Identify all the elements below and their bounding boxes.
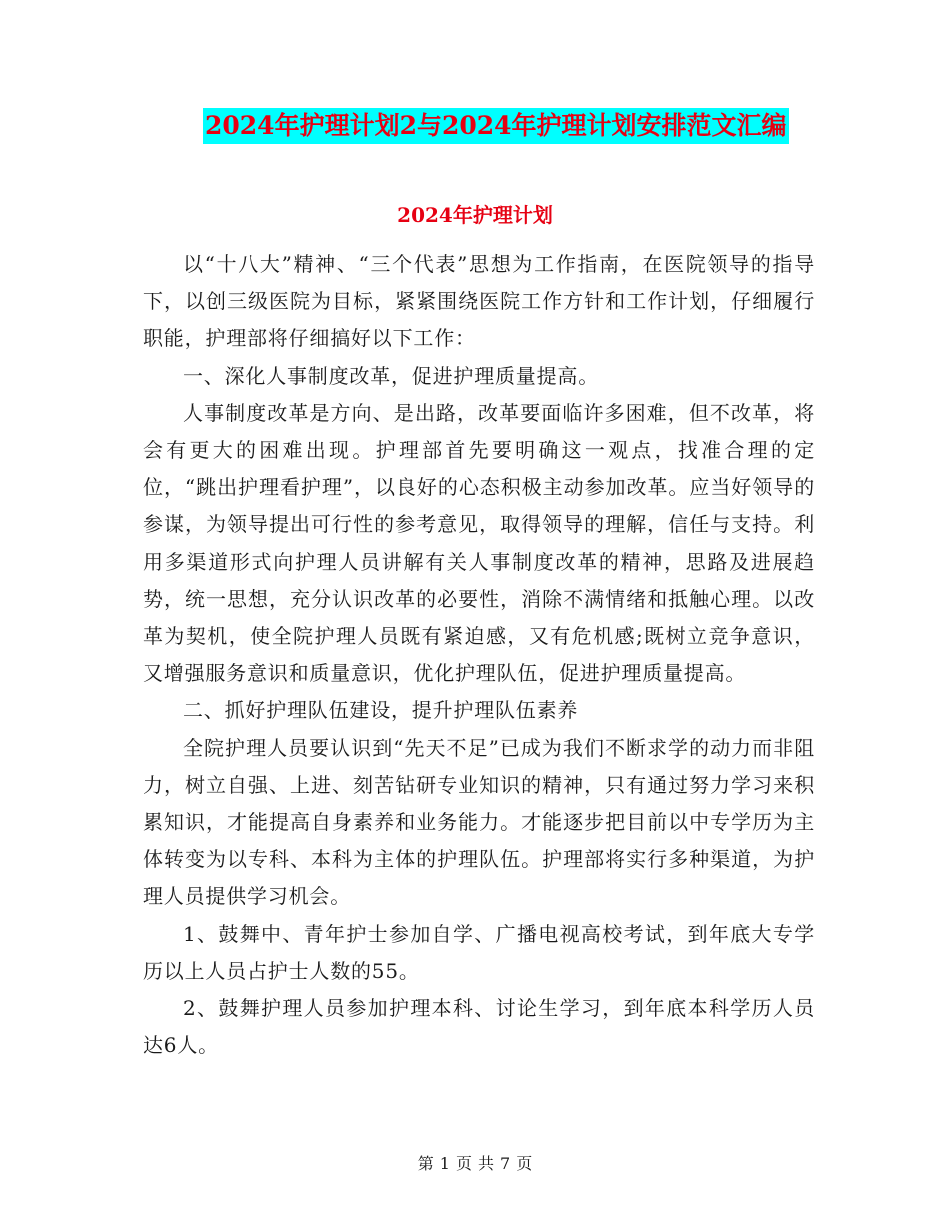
page-footer xyxy=(0,1152,950,1176)
footer-total-unit: 页 xyxy=(516,1154,533,1173)
document-title: 2024年护理计划2与2024年护理计划安排范文汇编 xyxy=(203,108,789,144)
list-item-1: 1、鼓舞中、青年护士参加自学、广播电视高校考试，到年底大专学历以上人员占护士人数的55。 xyxy=(143,921,815,983)
footer-total-prefix: 共 xyxy=(478,1154,495,1173)
heading-reform: 一、深化人事制度改革，促进护理质量提高。 xyxy=(183,363,599,388)
footer-current-page: 1 xyxy=(439,1154,450,1173)
paragraph-team-building: 全院护理人员要认识到“先天不足”已成为我们不断求学的动力而非阻力，树立自强、上进、刻苦钻研专业知识的精神，只有通过努力学习来积累知识，才能提高自身素养和业务能力。才能逐步把目前以中专学历为主体转变为以专科、本科为主体的护理队伍。护理部将实行多种渠道，为护理人员提供学习机会。 xyxy=(143,735,815,909)
section-title: 2024年护理计划 xyxy=(397,203,553,227)
footer-page-unit: 页 xyxy=(455,1154,472,1173)
heading-team-building: 二、抓好护理队伍建设，提升护理队伍素养 xyxy=(183,698,579,723)
paragraph-intro: 以“十八大”精神、“三个代表”思想为工作指南，在医院领导的指导下，以创三级医院为目标，紧紧围绕医院工作方针和工作计划，仔细履行职能，护理部将仔细搞好以下工作： xyxy=(143,252,815,351)
list-item-2: 2、鼓舞护理人员参加护理本科、讨论生学习，到年底本科学历人员达6人。 xyxy=(143,996,815,1058)
document-body xyxy=(143,246,815,1064)
footer-total-pages: 7 xyxy=(500,1154,511,1173)
paragraph-reform: 人事制度改革是方向、是出路，改革要面临许多困难，但不改革，将会有更大的困难出现。护理部首先要明确这一观点，找准合理的定位，“跳出护理看护理”，以良好的心态积极主动参加改革。应当好领导的参谋，为领导提出可行性的参考意见，取得领导的理解，信任与支持。利用多渠道形式向护理人员讲解有关人事制度改革的精神，思路及进展趋势，统一思想，充分认识改革的必要性，消除不满情绪和抵触心理。以改革为契机，使全院护理人员既有紧迫感，又有危机感;既树立竞争意识，又增强服务意识和质量意识，优化护理队伍，促进护理质量提高。 xyxy=(143,400,815,686)
footer-prefix: 第 xyxy=(417,1154,434,1173)
